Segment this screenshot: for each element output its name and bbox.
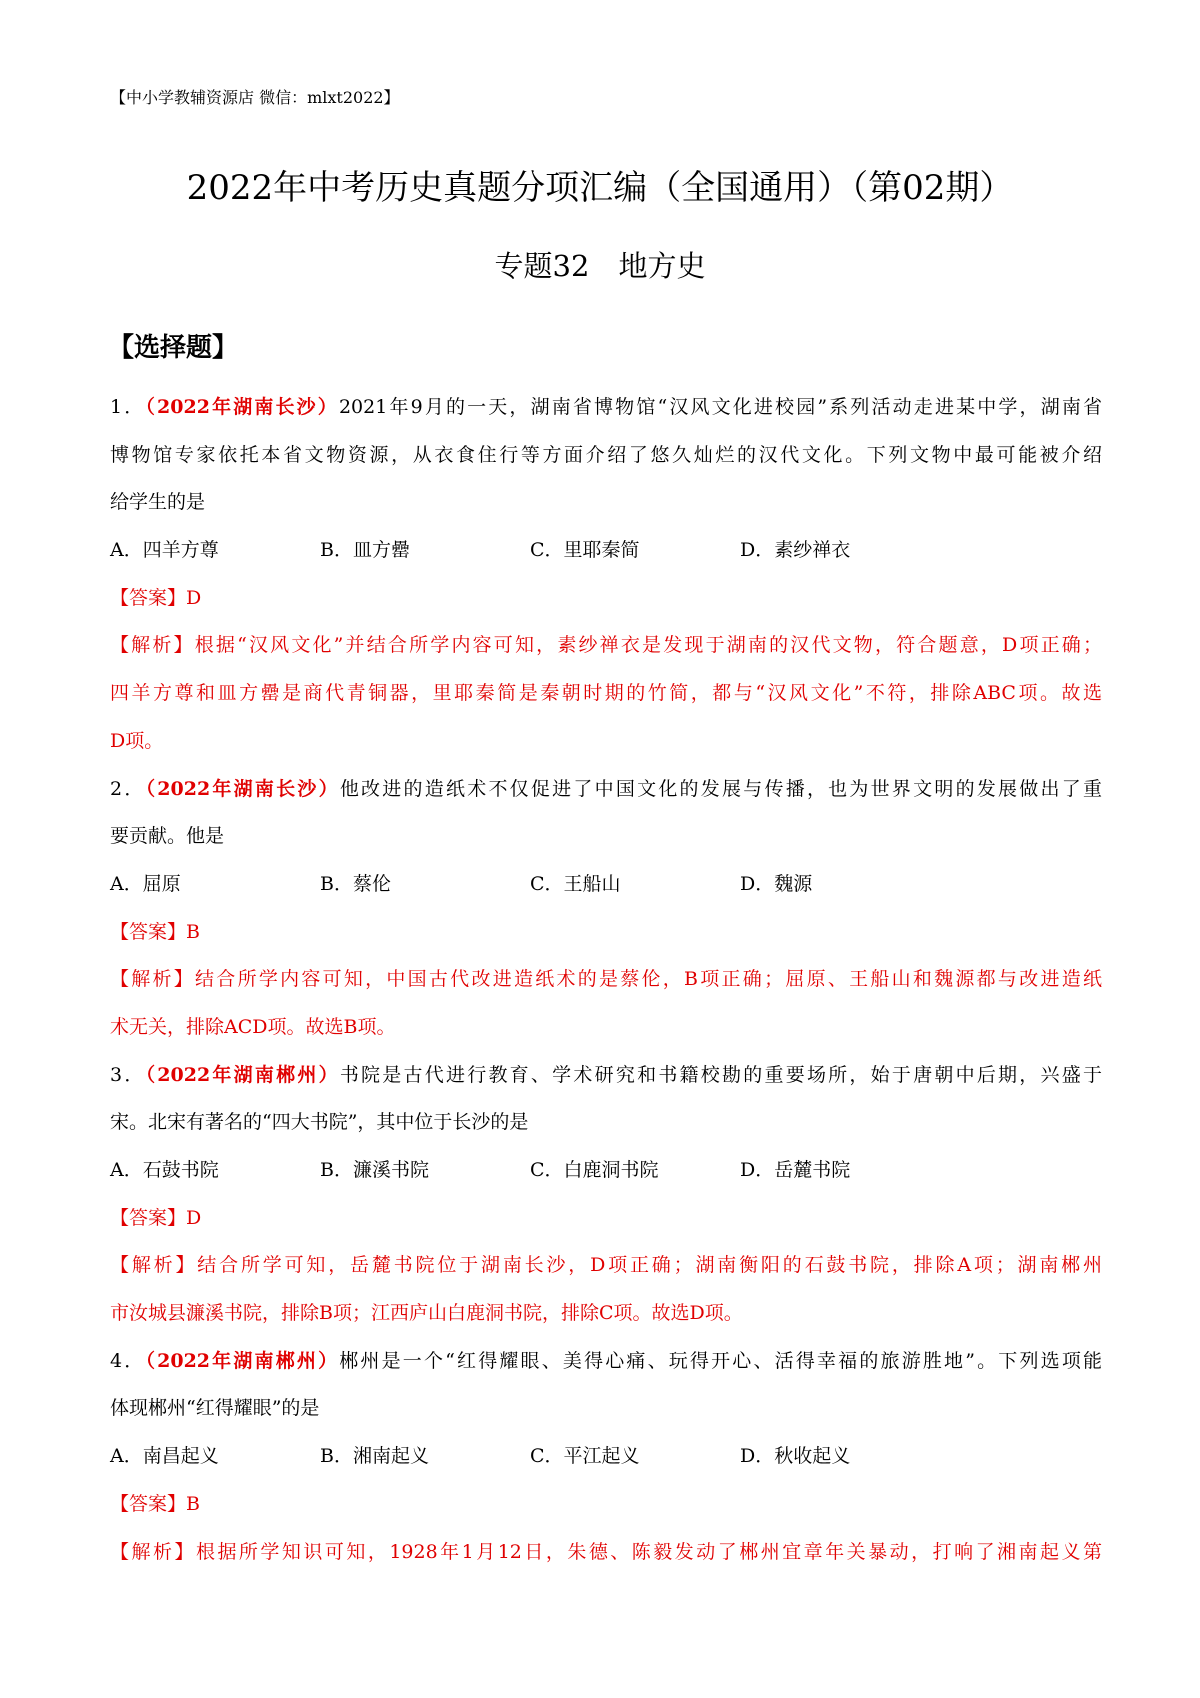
analysis-line	[110, 1529, 1102, 1577]
options-row	[110, 1433, 1102, 1481]
answer-line	[110, 909, 1102, 957]
analysis-line	[110, 956, 1102, 1004]
question-stem-line: 博物馆专家依托本省文物资源，从衣食住行等方面介绍了悠久灿烂的汉代文化。下列文物中最可能被介绍	[110, 443, 1102, 466]
question-stem-text: 2021年9月的一天，湖南省博物馆“汉风文化进校园”系列活动走进某中学，湖南省	[338, 396, 1102, 418]
question-stem-text: 郴州是一个“红得耀眼、美得心痛、玩得开心、活得幸福的旅游胜地”。下列选项能	[339, 1349, 1102, 1372]
analysis-line: 四羊方尊和皿方罍是商代青铜器，里耶秦简是秦朝时期的竹简，都与“汉风文化”不符，排除ABC项。故选	[110, 682, 1102, 705]
options-row	[110, 527, 1102, 575]
analysis-text: 结合所学可知，岳麓书院位于湖南长沙，D项正确；湖南衡阳的石鼓书院，排除A项；湖南郴州	[197, 1254, 1102, 1277]
option-a: A．石鼓书院	[110, 1159, 219, 1181]
option-c: C．里耶秦简	[530, 539, 640, 562]
question-source: （2022年湖南郴州）	[145, 1349, 340, 1372]
question-number: 3．	[110, 1063, 146, 1086]
question-stem-line: 要贡献。他是	[110, 825, 225, 848]
option-d: D．岳麓书院	[740, 1159, 851, 1181]
question-stem-text: 他改进的造纸术不仅促进了中国文化的发展与传播，也为世界文明的发展做出了重	[339, 777, 1102, 800]
option-b: B．蔡伦	[320, 872, 391, 895]
option-d: D．素纱禅衣	[740, 539, 851, 562]
question-source: （2022年湖南长沙）	[145, 396, 339, 418]
analysis-text: 根据所学知识可知，1928年1月12日，朱德、陈毅发动了郴州宜章年关暴动，打响了湘南起义第	[195, 1540, 1102, 1563]
option-c: C．平江起义	[530, 1445, 640, 1468]
answer-value: D	[186, 586, 202, 609]
question-3	[110, 1052, 1102, 1338]
question-stem-line: 宋。北宋有著名的“四大书院”，其中位于长沙的是	[110, 1111, 529, 1134]
question-stem-line	[110, 1052, 1102, 1100]
question-source: （2022年湖南郴州）	[145, 1063, 340, 1086]
question-stem-line: 体现郴州“红得耀眼”的是	[110, 1397, 320, 1420]
analysis-label: 【解析】	[110, 634, 195, 657]
question-4	[110, 1338, 1102, 1576]
option-a: A．四羊方尊	[110, 539, 219, 562]
answer-line	[110, 1481, 1102, 1529]
answer-line	[110, 575, 1102, 623]
question-stem-line	[110, 766, 1102, 814]
analysis-line: D项。	[110, 729, 164, 752]
options-row	[110, 861, 1102, 909]
question-number: 4．	[110, 1349, 146, 1372]
analysis-line	[110, 1242, 1102, 1290]
page-title: 2022年中考历史真题分项汇编（全国通用）（第02期）	[186, 168, 1014, 208]
analysis-label: 【解析】	[110, 1254, 198, 1277]
question-number: 2．	[110, 777, 146, 800]
option-a: A．南昌起义	[110, 1445, 219, 1468]
option-b: B．皿方罍	[320, 539, 410, 562]
question-stem-line	[110, 384, 1102, 432]
watermark-text: 【中小学教辅资源店 微信：mlxt2022】	[110, 88, 400, 107]
option-b: B．濂溪书院	[320, 1159, 429, 1181]
page-subtitle: 专题32 地方史	[494, 249, 706, 283]
option-c: C．王船山	[530, 872, 621, 895]
question-list	[110, 384, 1102, 1576]
answer-label: 【答案】	[110, 920, 187, 943]
section-heading: 【选择题】	[108, 333, 239, 363]
analysis-line: 术无关，排除ACD项。故选B项。	[110, 1015, 396, 1038]
answer-value: B	[186, 1492, 200, 1515]
analysis-line	[110, 622, 1102, 670]
options-row	[110, 1147, 1102, 1195]
option-a: A．屈原	[110, 872, 181, 895]
answer-value: B	[186, 920, 200, 943]
option-d: D．秋收起义	[740, 1445, 851, 1468]
analysis-line: 市汝城县濂溪书院，排除B项；江西庐山白鹿洞书院，排除C项。故选D项。	[110, 1302, 743, 1325]
answer-line	[110, 1195, 1102, 1243]
question-stem-text: 书院是古代进行教育、学术研究和书籍校勘的重要场所，始于唐朝中后期，兴盛于	[339, 1063, 1102, 1086]
option-c: C．白鹿洞书院	[530, 1159, 659, 1181]
analysis-label: 【解析】	[110, 1540, 196, 1563]
answer-label: 【答案】	[110, 1206, 187, 1229]
option-d: D．魏源	[740, 872, 813, 895]
question-stem-line: 给学生的是	[110, 491, 206, 514]
question-1	[110, 384, 1102, 766]
option-b: B．湘南起义	[320, 1445, 429, 1468]
answer-value: D	[186, 1206, 202, 1229]
analysis-text: 根据“汉风文化”并结合所学内容可知，素纱禅衣是发现于湖南的汉代文物，符合题意，D项正确；	[194, 634, 1102, 657]
question-source: （2022年湖南长沙）	[145, 777, 340, 800]
answer-label: 【答案】	[110, 586, 187, 609]
question-2	[110, 766, 1102, 1052]
analysis-label: 【解析】	[110, 968, 196, 991]
question-stem-line	[110, 1338, 1102, 1386]
answer-label: 【答案】	[110, 1492, 187, 1515]
analysis-text: 结合所学内容可知，中国古代改进造纸术的是蔡伦，B项正确；屈原、王船山和魏源都与改进造纸	[195, 968, 1102, 991]
question-number: 1．	[110, 396, 146, 418]
